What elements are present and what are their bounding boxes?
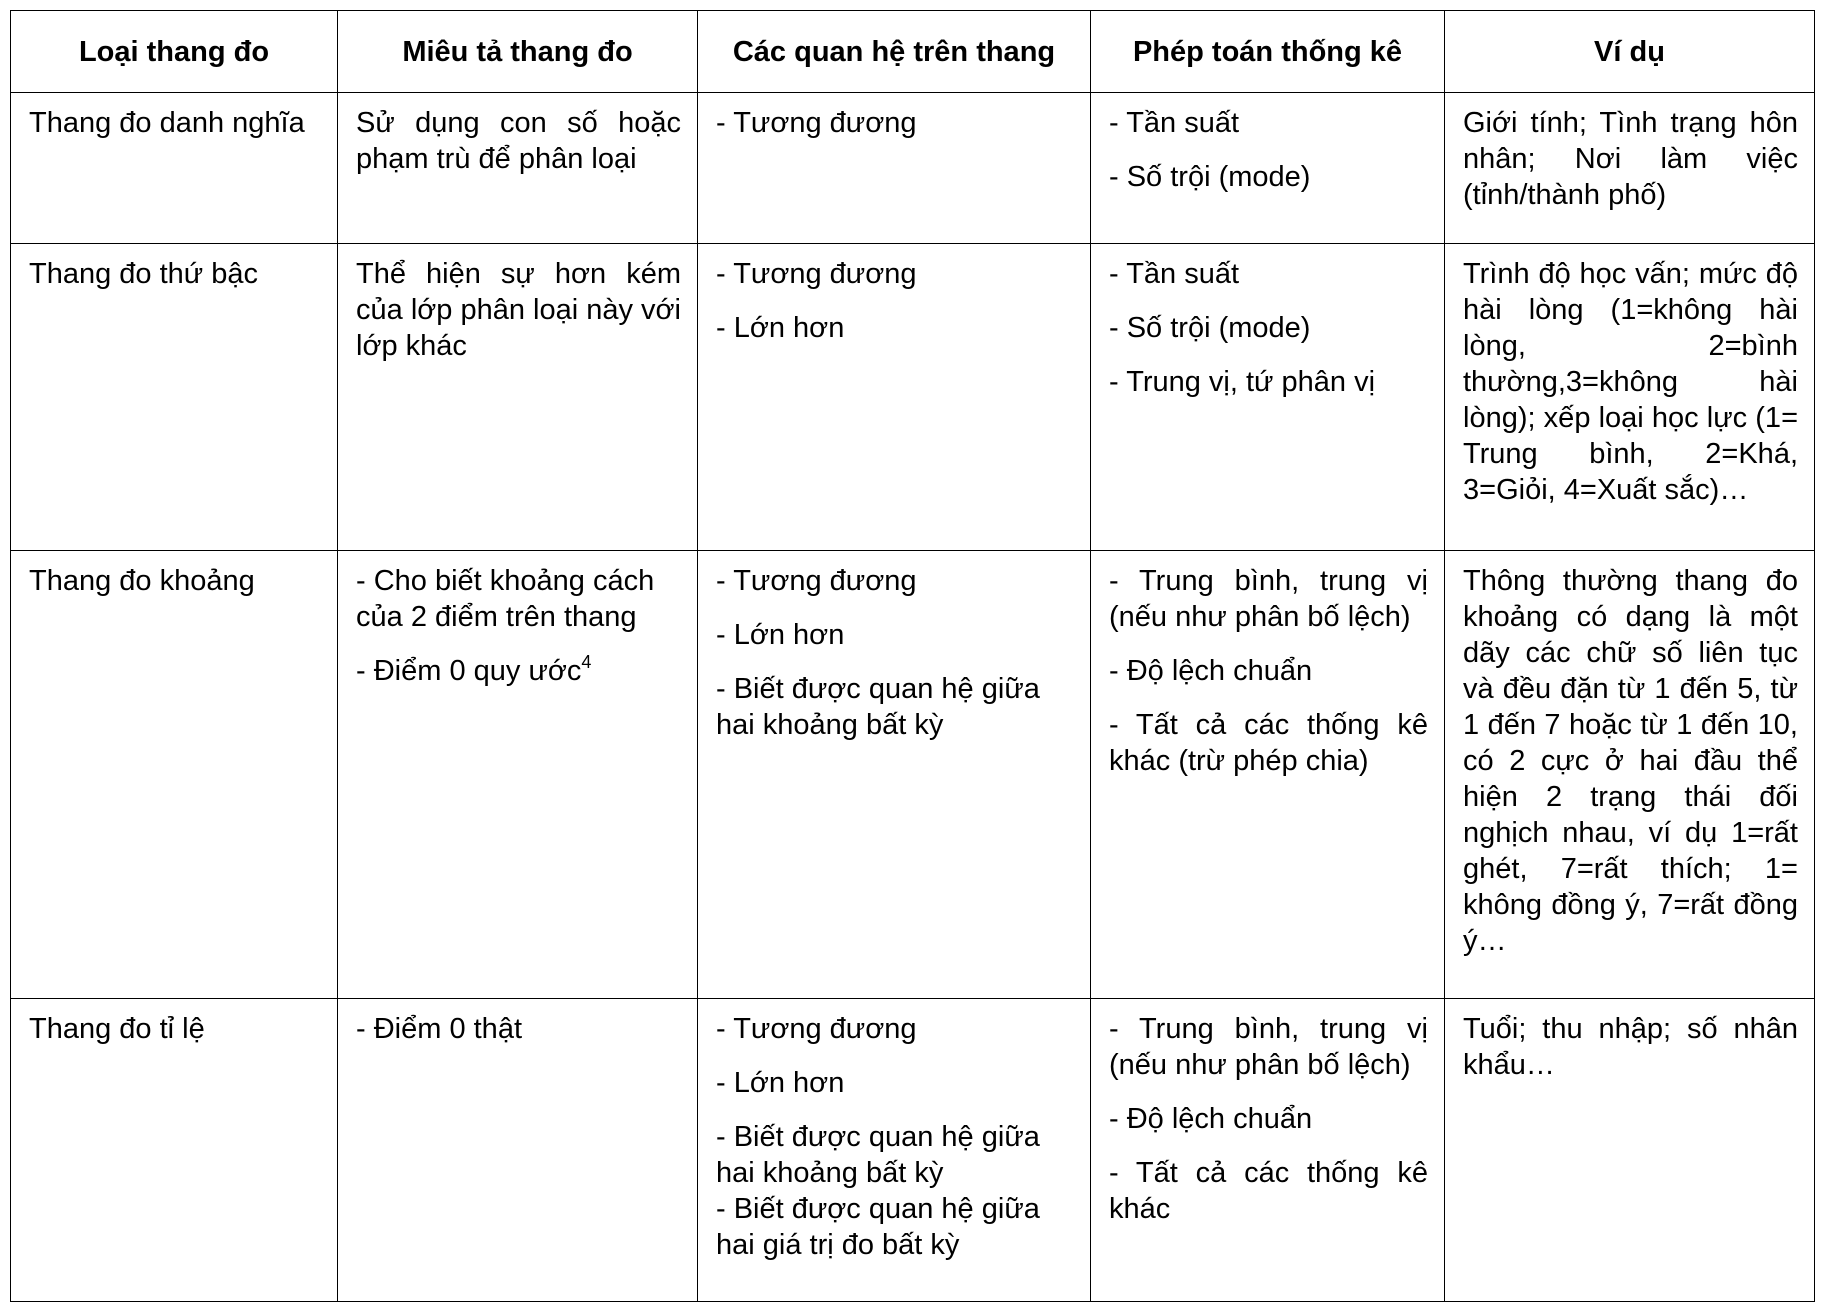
header-scale-type: Loại thang đo xyxy=(11,11,338,93)
example-text: Trình độ học vấn; mức độ hài lòng (1=không hài lòng, 2=bình thường,3=không hài lòng); xếp loại học lực (1= Trung bình, 2=Khá, 3=Giỏi, 4=Xuất sắc)… xyxy=(1463,258,1798,506)
statistic-item: - Trung vị, tứ phân vị xyxy=(1109,366,1376,398)
cell-description xyxy=(338,244,698,551)
cell-example xyxy=(1445,551,1815,999)
relation-item: - Tương đương xyxy=(716,1013,917,1045)
description-line: - Điểm 0 thật xyxy=(356,1013,522,1045)
cell-example xyxy=(1445,244,1815,551)
example-text: Tuổi; thu nhập; số nhân khẩu… xyxy=(1463,1013,1798,1081)
cell-relations xyxy=(698,551,1091,999)
statistic-item: - Độ lệch chuẩn xyxy=(1109,1103,1313,1135)
cell-scale-type xyxy=(11,93,338,244)
header-scale-description: Miêu tả thang đo xyxy=(338,11,698,93)
statistic-item: - Tất cả các thống kê khác (trừ phép chia) xyxy=(1109,709,1428,777)
cell-statistics xyxy=(1091,93,1445,244)
table-row-interval xyxy=(11,551,1815,999)
cell-statistics xyxy=(1091,551,1445,999)
relation-item: - Tương đương xyxy=(716,565,917,597)
relation-item: - Biết được quan hệ giữa hai khoảng bất kỳ xyxy=(716,673,1040,741)
relation-item: - Lớn hơn xyxy=(716,312,845,344)
cell-statistics xyxy=(1091,999,1445,1302)
description-line-with-footnote xyxy=(356,653,681,689)
relation-item: - Tương đương xyxy=(716,258,917,290)
cell-scale-type xyxy=(11,551,338,999)
header-statistical-operations: Phép toán thống kê xyxy=(1091,11,1445,93)
measurement-scales-table xyxy=(10,10,1815,1302)
table-row-ordinal xyxy=(11,244,1815,551)
cell-example xyxy=(1445,93,1815,244)
description-line: Thể hiện sự hơn kém của lớp phân loại này với lớp khác xyxy=(356,258,682,362)
example-text: Giới tính; Tình trạng hôn nhân; Nơi làm việc (tỉnh/thành phố) xyxy=(1463,107,1798,211)
statistic-item: - Tần suất xyxy=(1109,258,1240,290)
statistic-item: - Số trội (mode) xyxy=(1109,161,1311,193)
scale-type-label: Thang đo tỉ lệ xyxy=(29,1013,205,1045)
scale-type-label: Thang đo danh nghĩa xyxy=(29,107,305,139)
cell-scale-type xyxy=(11,244,338,551)
example-text: Thông thường thang đo khoảng có dạng là một dãy các chữ số liên tục và đều đặn từ 1 đến 5, từ 1 đến 7 hoặc từ 1 đến 10, có 2 cực ở hai đầu thể hiện 2 trạng thái đối nghịch nhau, ví dụ 1=rất ghét, 7=rất thích; 1= không đồng ý, 7=rất đồng ý… xyxy=(1463,565,1798,957)
header-scale-relations: Các quan hệ trên thang xyxy=(698,11,1091,93)
statistic-item: - Trung bình, trung vị (nếu như phân bố lệch) xyxy=(1109,565,1428,633)
cell-description xyxy=(338,551,698,999)
header-examples: Ví dụ xyxy=(1445,11,1815,93)
relation-item: - Biết được quan hệ giữa hai giá trị đo bất kỳ xyxy=(716,1193,1040,1261)
cell-example xyxy=(1445,999,1815,1302)
relation-item: - Lớn hơn xyxy=(716,1067,845,1099)
description-line: - Cho biết khoảng cách của 2 điểm trên thang xyxy=(356,565,655,633)
cell-description xyxy=(338,999,698,1302)
relation-item: - Lớn hơn xyxy=(716,619,845,651)
footnote-reference: 4 xyxy=(581,652,592,672)
scale-type-label: Thang đo thứ bậc xyxy=(29,258,259,290)
table-row-ratio xyxy=(11,999,1815,1302)
cell-statistics xyxy=(1091,244,1445,551)
statistic-item: - Tất cả các thống kê khác xyxy=(1109,1157,1428,1225)
description-line: Sử dụng con số hoặc phạm trù để phân loại xyxy=(356,107,681,175)
relation-item: - Biết được quan hệ giữa hai khoảng bất kỳ xyxy=(716,1121,1040,1189)
header-row xyxy=(11,11,1815,93)
statistic-item: - Tần suất xyxy=(1109,107,1240,139)
statistic-item: - Độ lệch chuẩn xyxy=(1109,655,1313,687)
statistic-item: - Số trội (mode) xyxy=(1109,312,1311,344)
cell-description xyxy=(338,93,698,244)
scale-type-label: Thang đo khoảng xyxy=(29,565,255,597)
cell-relations xyxy=(698,93,1091,244)
relation-item: - Tương đương xyxy=(716,107,917,139)
description-line: - Điểm 0 quy ước xyxy=(356,655,582,687)
cell-relations xyxy=(698,244,1091,551)
cell-scale-type xyxy=(11,999,338,1302)
cell-relations xyxy=(698,999,1091,1302)
statistic-item: - Trung bình, trung vị (nếu như phân bố lệch) xyxy=(1109,1013,1428,1081)
table-row-nominal xyxy=(11,93,1815,244)
